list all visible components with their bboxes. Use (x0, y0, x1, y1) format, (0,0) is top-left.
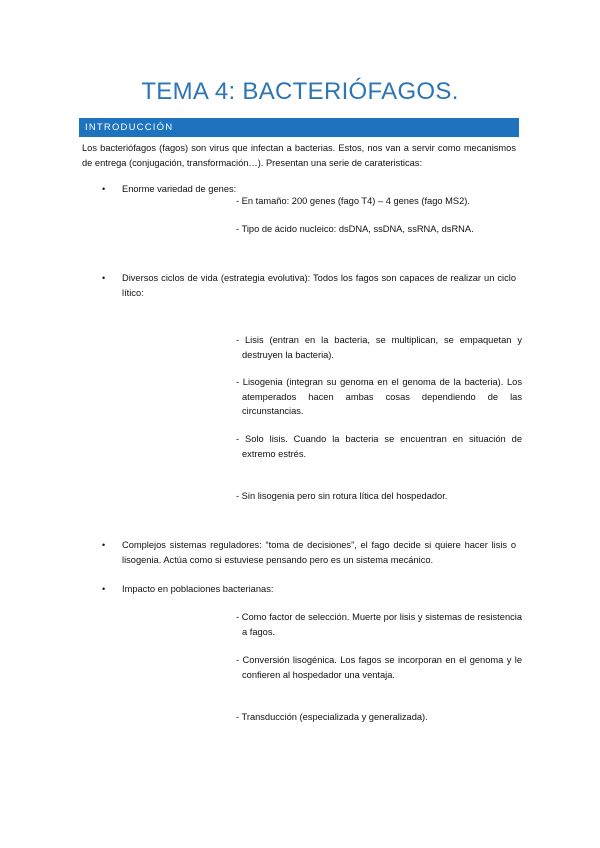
page-title: TEMA 4: BACTERIÓFAGOS. (141, 78, 459, 105)
sub-item: - Solo lisis. Cuando la bacteria se encuentran en situación de extremo estrés. (236, 434, 522, 459)
sub-item: - En tamaño: 200 genes (fago T4) – 4 genes (fago MS2). (236, 196, 470, 206)
bullet-text: Diversos ciclos de vida (estrategia evolutiva): Todos los fagos son capaces de realizar un ciclo lítico: (122, 273, 516, 298)
sub-item: - Sin lisogenia pero sin rotura lítica del hospedador. (236, 491, 448, 501)
sub-item: - Lisogenia (integran su genoma en el genoma de la bacteria). Los atemperados hacen ambas cosas dependiendo de las circunstancias. (236, 377, 522, 416)
section-heading-label: INTRODUCCIÓN (85, 122, 174, 133)
bullet-icon: • (102, 184, 106, 194)
bullet-text: Impacto en poblaciones bacterianas: (122, 584, 274, 594)
sub-item: - Conversión lisogénica. Los fagos se incorporan en el genoma y le confieren al hospedador una ventaja. (236, 655, 522, 680)
bullet-text: Complejos sistemas reguladores: “toma de decisiones”, el fago decide si quiere hacer lisis o lisogenia. Actúa como si estuviese pensando pero es un sistema mecánico. (122, 540, 516, 565)
bullet-icon: • (102, 540, 106, 550)
sub-item: - Tipo de ácido nucleico: dsDNA, ssDNA, ssRNA, dsRNA. (236, 224, 474, 234)
intro-paragraph: Los bacteriófagos (fagos) son virus que infectan a bacterias. Estos, nos van a servir como mecanismos de entrega (conjugación, transformación…). Presentan una serie de carateristicas: (82, 143, 516, 168)
bullet-icon: • (102, 584, 106, 594)
sub-item: - Como factor de selección. Muerte por lisis y sistemas de resistencia a fagos. (236, 612, 522, 637)
bullet-icon: • (102, 273, 106, 283)
section-heading-bar (79, 118, 519, 137)
sub-item: - Lisis (entran en la bacteria, se multiplican, se empaquetan y destruyen la bacteria). (236, 335, 522, 360)
bullet-text: Enorme variedad de genes: (122, 184, 237, 194)
sub-item: - Transducción (especializada y generalizada). (236, 712, 428, 722)
